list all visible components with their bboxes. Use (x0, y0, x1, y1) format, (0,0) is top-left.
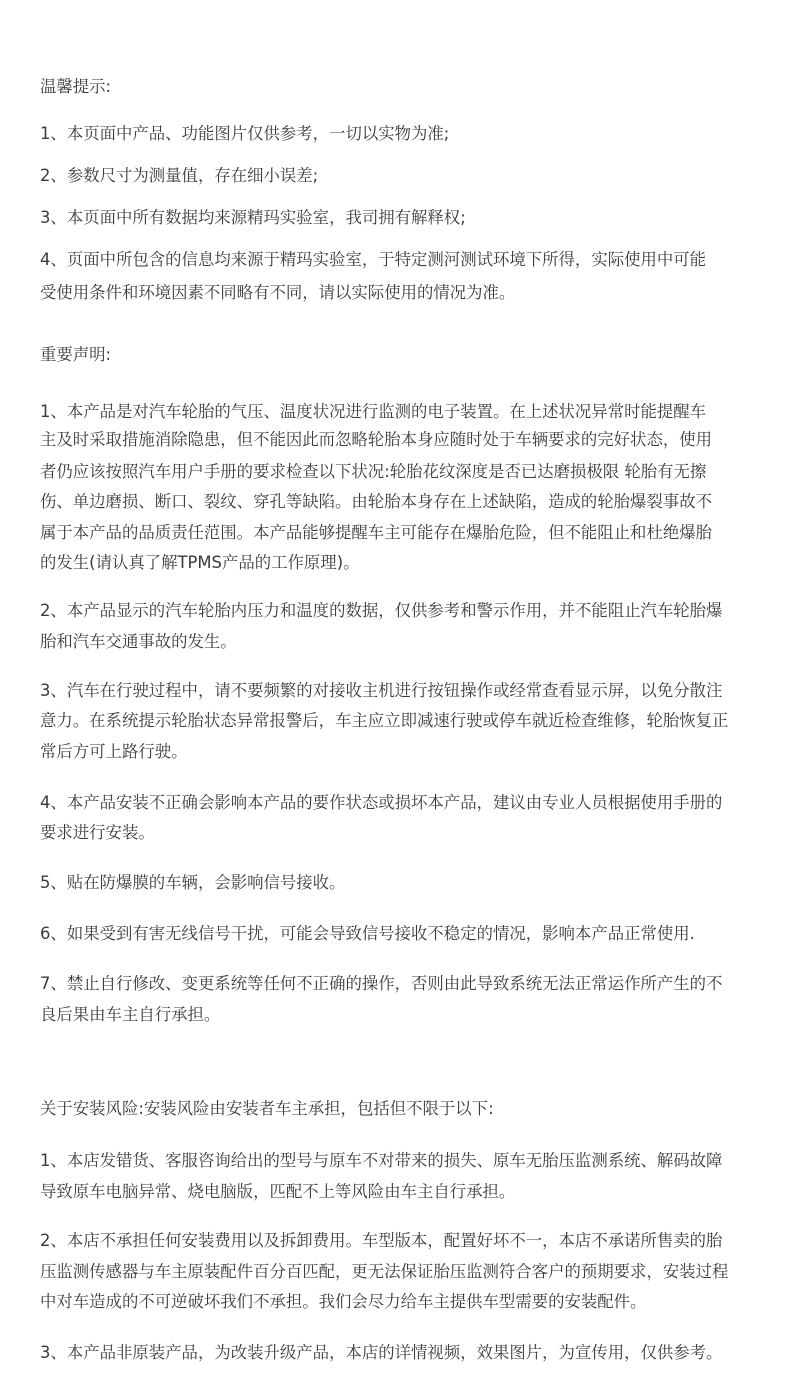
statement-heading: 重要声明: (40, 345, 112, 364)
install-risk-line: 中对车造成的不可逆破坏我们不承担。我们会尽力给车主提供车型需要的安装配件。 (40, 1292, 647, 1311)
statement-line: 良后果由车主自行承担。 (40, 1005, 221, 1024)
statement-line: 属于本产品的品质责任范围。本产品能够提醒车主可能存在爆胎危险，但不能阻止和杜绝爆胎 (40, 523, 713, 542)
statement-line: 胎和汽车交通事故的发生。 (40, 632, 237, 651)
statement-line: 意力。在系统提示轮胎状态异常报警后，车主应立即减速行驶或停车就近检查维修，轮胎恢复正 (40, 711, 729, 730)
notice-heading: 温馨提示: (40, 77, 112, 96)
statement-line: 6、如果受到有害无线信号干扰，可能会导致信号接收不稳定的情况，影响本产品正常使用. (40, 924, 695, 943)
install-risk-line: 1、本店发错货、客服咨询给出的型号与原车不对带来的损失、原车无胎压监测系统、解码故障 (40, 1151, 723, 1170)
statement-line: 的发生(请认真了解TPMS产品的工作原理)。 (40, 553, 360, 572)
install-risk-line: 2、本店不承担任何安装费用以及拆卸费用。车型版本，配置好坏不一，本店不承诺所售卖的胎 (40, 1231, 723, 1250)
statement-line: 1、本产品是对汽车轮胎的气压、温度状况进行监测的电子装置。在上述状况异常时能提醒车 (40, 402, 707, 421)
statement-line: 4、本产品安装不正确会影响本产品的要作状态或损坏本产品，建议由专业人员根据使用手册的 (40, 793, 723, 812)
statement-line: 5、贴在防爆膜的车辆，会影响信号接收。 (40, 873, 346, 892)
statement-line: 伤、单边磨损、断口、裂纹、穿孔等缺陷。由轮胎本身存在上述缺陷，造成的轮胎爆裂事故不 (40, 492, 713, 511)
statement-line: 要求进行安装。 (40, 823, 155, 842)
statement-line: 3、汽车在行驶过程中，请不要频繁的对接收主机进行按钮操作或经常查看显示屏，以免分散注 (40, 681, 723, 700)
install-risk-heading: 关于安装风险:安装风险由安装者车主承担，包括但不限于以下: (40, 1099, 494, 1118)
statement-line: 者仍应该按照汽车用户手册的要求检查以下状况:轮胎花纹深度是否已达磨损极限 轮胎有无擦 (40, 462, 707, 481)
statement-line: 主及时采取措施消除隐患，但不能因此而忽略轮胎本身应随时处于车辆要求的完好状态，使用 (40, 430, 713, 449)
notice-item: 受使用条件和环境因素不同略有不同，请以实际使用的情况为准。 (40, 283, 516, 302)
notice-item: 2、参数尺寸为测量值，存在细小误差; (40, 166, 319, 185)
statement-line: 7、禁止自行修改、变更系统等任何不正确的操作，否则由此导致系统无法正常运作所产生的不 (40, 974, 723, 993)
install-risk-line: 导致原车电脑异常、烧电脑版，匹配不上等风险由车主自行承担。 (40, 1182, 516, 1201)
statement-line: 常后方可上路行驶。 (40, 742, 188, 761)
install-risk-line: 压监测传感器与车主原装配件百分百匹配，更无法保证胎压监测符合客户的预期要求，安装过程 (40, 1262, 729, 1281)
notice-item: 4、页面中所包含的信息均来源于精玛实验室，于特定测河测试环境下所得，实际使用中可能 (40, 250, 707, 269)
notice-item: 3、本页面中所有数据均来源精玛实验室，我司拥有解释权; (40, 208, 466, 227)
notice-item: 1、本页面中产品、功能图片仅供参考，一切以实物为准; (40, 124, 450, 143)
install-risk-line: 3、本产品非原装产品，为改装升级产品，本店的详情视频，效果图片，为宣传用，仅供参考。 (40, 1343, 723, 1362)
statement-line: 2、本产品显示的汽车轮胎内压力和温度的数据，仅供参考和警示作用，并不能阻止汽车轮胎爆 (40, 601, 723, 620)
